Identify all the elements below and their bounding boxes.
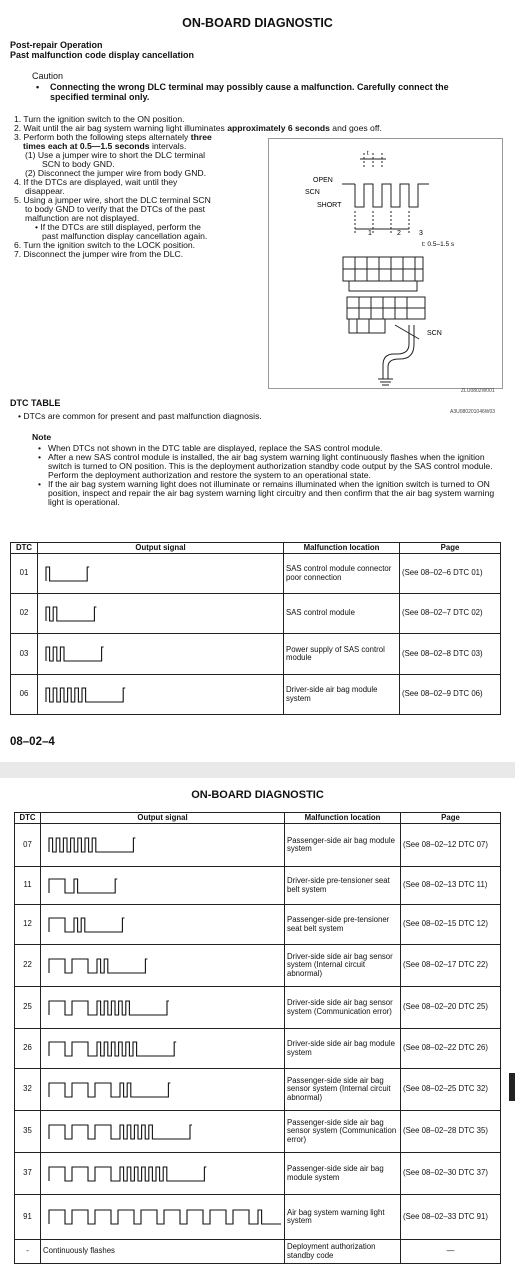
flash-pulse-train: [49, 1167, 206, 1181]
table-row: 22 Driver-side side air bag sensor system (Internal circuit abnormal) (See 08–02–17 DTC 22): [15, 945, 501, 987]
table-row: 07 Passenger-side air bag module system (See 08–02–12 DTC 07): [15, 824, 501, 867]
step-3-1: (1) Use a jumper wire to short the DLC terminal: [25, 150, 206, 160]
note-3: • If the air bag system warning light does not illuminate or remains illuminated when the ignition switch is turned to ON position, inspect and repair the air bag system warning light circuitry and then confirm that the air bag system warning light is operational.: [38, 479, 495, 507]
page-header: ON-BOARD DIAGNOSTIC: [191, 789, 324, 801]
output-signal-waveform: [43, 1038, 281, 1060]
step-4: 4. If the DTCs are displayed, wait until they: [14, 177, 178, 187]
page-number: 08–02–4: [10, 736, 55, 748]
note-1: • When DTCs not shown in the DTC table are displayed, replace the SAS control module.: [38, 443, 383, 453]
interval-2: 2: [397, 230, 401, 237]
procedure-figure: [268, 138, 503, 389]
short-label: SHORT: [317, 202, 342, 209]
output-signal-waveform: [43, 875, 281, 897]
output-signal-waveform: [40, 603, 280, 625]
flash-pulse-train: [49, 1210, 281, 1224]
col-signal: Output signal: [38, 543, 284, 554]
output-signal-waveform: [43, 1206, 281, 1228]
scn-label: SCN: [305, 189, 320, 196]
note-list: [38, 444, 498, 507]
table-row: 25 Driver-side side air bag sensor system (Communication error) (See 08–02–20 DTC 25): [15, 987, 501, 1029]
flash-pulse-train: [46, 688, 125, 702]
caution-label: Caution: [32, 71, 64, 81]
table-row: - Continuously flashes Deployment authorization standby code —: [15, 1240, 501, 1264]
page-header: ON-BOARD DIAGNOSTIC: [182, 16, 333, 30]
interval-3: 3: [419, 230, 423, 237]
step-3-2: (2) Disconnect the jumper wire from body GND.: [25, 168, 207, 178]
interval-1: 1: [368, 230, 372, 237]
timing-note: t: 0.5–1.5 s: [422, 241, 455, 248]
table-row: 91 Air bag system warning light system (See 08–02–33 DTC 91): [15, 1195, 501, 1240]
table-row: 11 Driver-side pre-tensioner seat belt system (See 08–02–13 DTC 11): [15, 867, 501, 905]
col-dtc: DTC: [11, 543, 38, 554]
timing-and-connector-diagram: [269, 139, 502, 388]
manual-page-2: [0, 778, 515, 1280]
flash-pulse-train: [49, 1001, 169, 1015]
col-page: Page: [401, 813, 501, 824]
dtc-table-title: DTC TABLE: [10, 398, 61, 408]
output-signal-waveform: [43, 1121, 281, 1143]
note-label: Note: [32, 432, 52, 442]
connector-scn-label: SCN: [427, 330, 442, 337]
dtc-table-page1: [10, 542, 501, 715]
page-separator: [0, 762, 515, 778]
flash-pulse-train: [49, 1125, 192, 1139]
output-signal-waveform: [40, 643, 280, 665]
col-location: Malfunction location: [284, 543, 400, 554]
output-signal-waveform: [40, 563, 280, 585]
table-row: 12 Passenger-side pre-tensioner seat belt system (See 08–02–15 DTC 12): [15, 905, 501, 945]
flash-pulse-train: [49, 918, 124, 932]
table-row: 01 SAS control module connector poor connection (See 08–02–6 DTC 01): [11, 554, 501, 594]
output-signal-waveform: [43, 1079, 281, 1101]
flash-pulse-train: [49, 959, 147, 973]
table-row: 37 Passenger-side side air bag module system (See 08–02–30 DTC 37): [15, 1153, 501, 1195]
step-7: 7. Disconnect the jumper wire from the DLC.: [14, 249, 184, 259]
table-row: 02 SAS control module (See 08–02–7 DTC 02): [11, 594, 501, 634]
output-signal-waveform: [43, 834, 281, 856]
figure-id: ZLU0802W001: [461, 388, 495, 394]
open-label: OPEN: [313, 177, 333, 184]
dtc-table-page2: [14, 812, 501, 1264]
step-2: 2. Wait until the air bag system warning light illuminates approximately 6 seconds and goes off.: [14, 123, 382, 133]
table-row: 32 Passenger-side side air bag sensor system (Internal circuit abnormal) (See 08–02–25 DTC 32): [15, 1069, 501, 1111]
step-3: 3. Perform both the following steps alternately three: [14, 132, 212, 142]
col-signal: Output signal: [41, 813, 285, 824]
step-5: 5. Using a jumper wire, short the DLC terminal SCN: [14, 195, 211, 205]
output-signal-waveform: [43, 955, 281, 977]
output-signal-waveform: [43, 914, 281, 936]
flash-pulse-train: [46, 567, 89, 581]
flash-pulse-train: [49, 1042, 176, 1056]
dtc-intro: • DTCs are common for present and past malfunction diagnosis.: [18, 411, 262, 421]
flash-pulse-train: [49, 879, 117, 893]
col-location: Malfunction location: [285, 813, 401, 824]
table-row: 35 Passenger-side side air bag sensor system (Communication error) (See 08–02–28 DTC 35): [15, 1111, 501, 1153]
caution-text: • Connecting the wrong DLC terminal may possibly cause a malfunction. Carefully connect the specified terminal only.: [36, 82, 449, 102]
col-page: Page: [400, 543, 501, 554]
step-6: 6. Turn the ignition switch to the LOCK position.: [14, 240, 196, 250]
edge-tab: [509, 1073, 515, 1101]
table-row: 26 Driver-side side air bag module system (See 08–02–22 DTC 26): [15, 1029, 501, 1069]
flash-pulse-train: [46, 607, 96, 621]
section-subtitle: Past malfunction code display cancellation: [10, 50, 195, 60]
table-row: 06 Driver-side air bag module system (See 08–02–9 DTC 06): [11, 675, 501, 715]
col-dtc: DTC: [15, 813, 41, 824]
output-signal-waveform: [40, 684, 280, 706]
output-signal-waveform: [43, 1163, 281, 1185]
note-2: • After a new SAS control module is installed, the air bag system warning light continuously flashes when the ignition switch is turned to ON position. This is the deployment authorization standby code output by the SAS control module. Perform the deployment authorization and restore the system to an operational state.: [38, 452, 493, 480]
flash-pulse-train: [46, 647, 104, 661]
step-1: 1. Turn the ignition switch to the ON position.: [14, 114, 185, 124]
output-signal-waveform: [43, 997, 281, 1019]
flash-pulse-train: [49, 1083, 170, 1097]
t-label: t: [367, 151, 369, 157]
section-title: Post-repair Operation: [10, 40, 103, 50]
dtc-table-ref: A3U080201046W03: [450, 409, 496, 415]
procedure-steps: 1. Turn the ignition switch to the ON position. 2. Wait until the air bag system warning light illuminates approximately 6 seconds and goes off. 3. Perform both the following steps alternately three times each at 0.5—1.5 seconds intervals. (1) Use a jumper wire to short the DLC terminal SCN to body GND. (2) Disconnect the jumper wire from body GND. 4. If the DTCs are displayed, wait until they disappear. 5. Using a jumper wire, short the DLC terminal SCN to body GND to verify that the DTCs of the past malfunction are not displayed. • If the DTCs are still displayed, perform the past malfunction display cancellation again. 6. Turn the ignition switch to the LOCK position. 7. Disconnect the jumper wire from the DLC.: [14, 115, 269, 259]
table-row: 03 Power supply of SAS control module (See 08–02–8 DTC 03): [11, 634, 501, 675]
flash-pulse-train: [49, 838, 135, 852]
step-5-bullet: • If the DTCs are still displayed, perform the: [35, 222, 201, 232]
